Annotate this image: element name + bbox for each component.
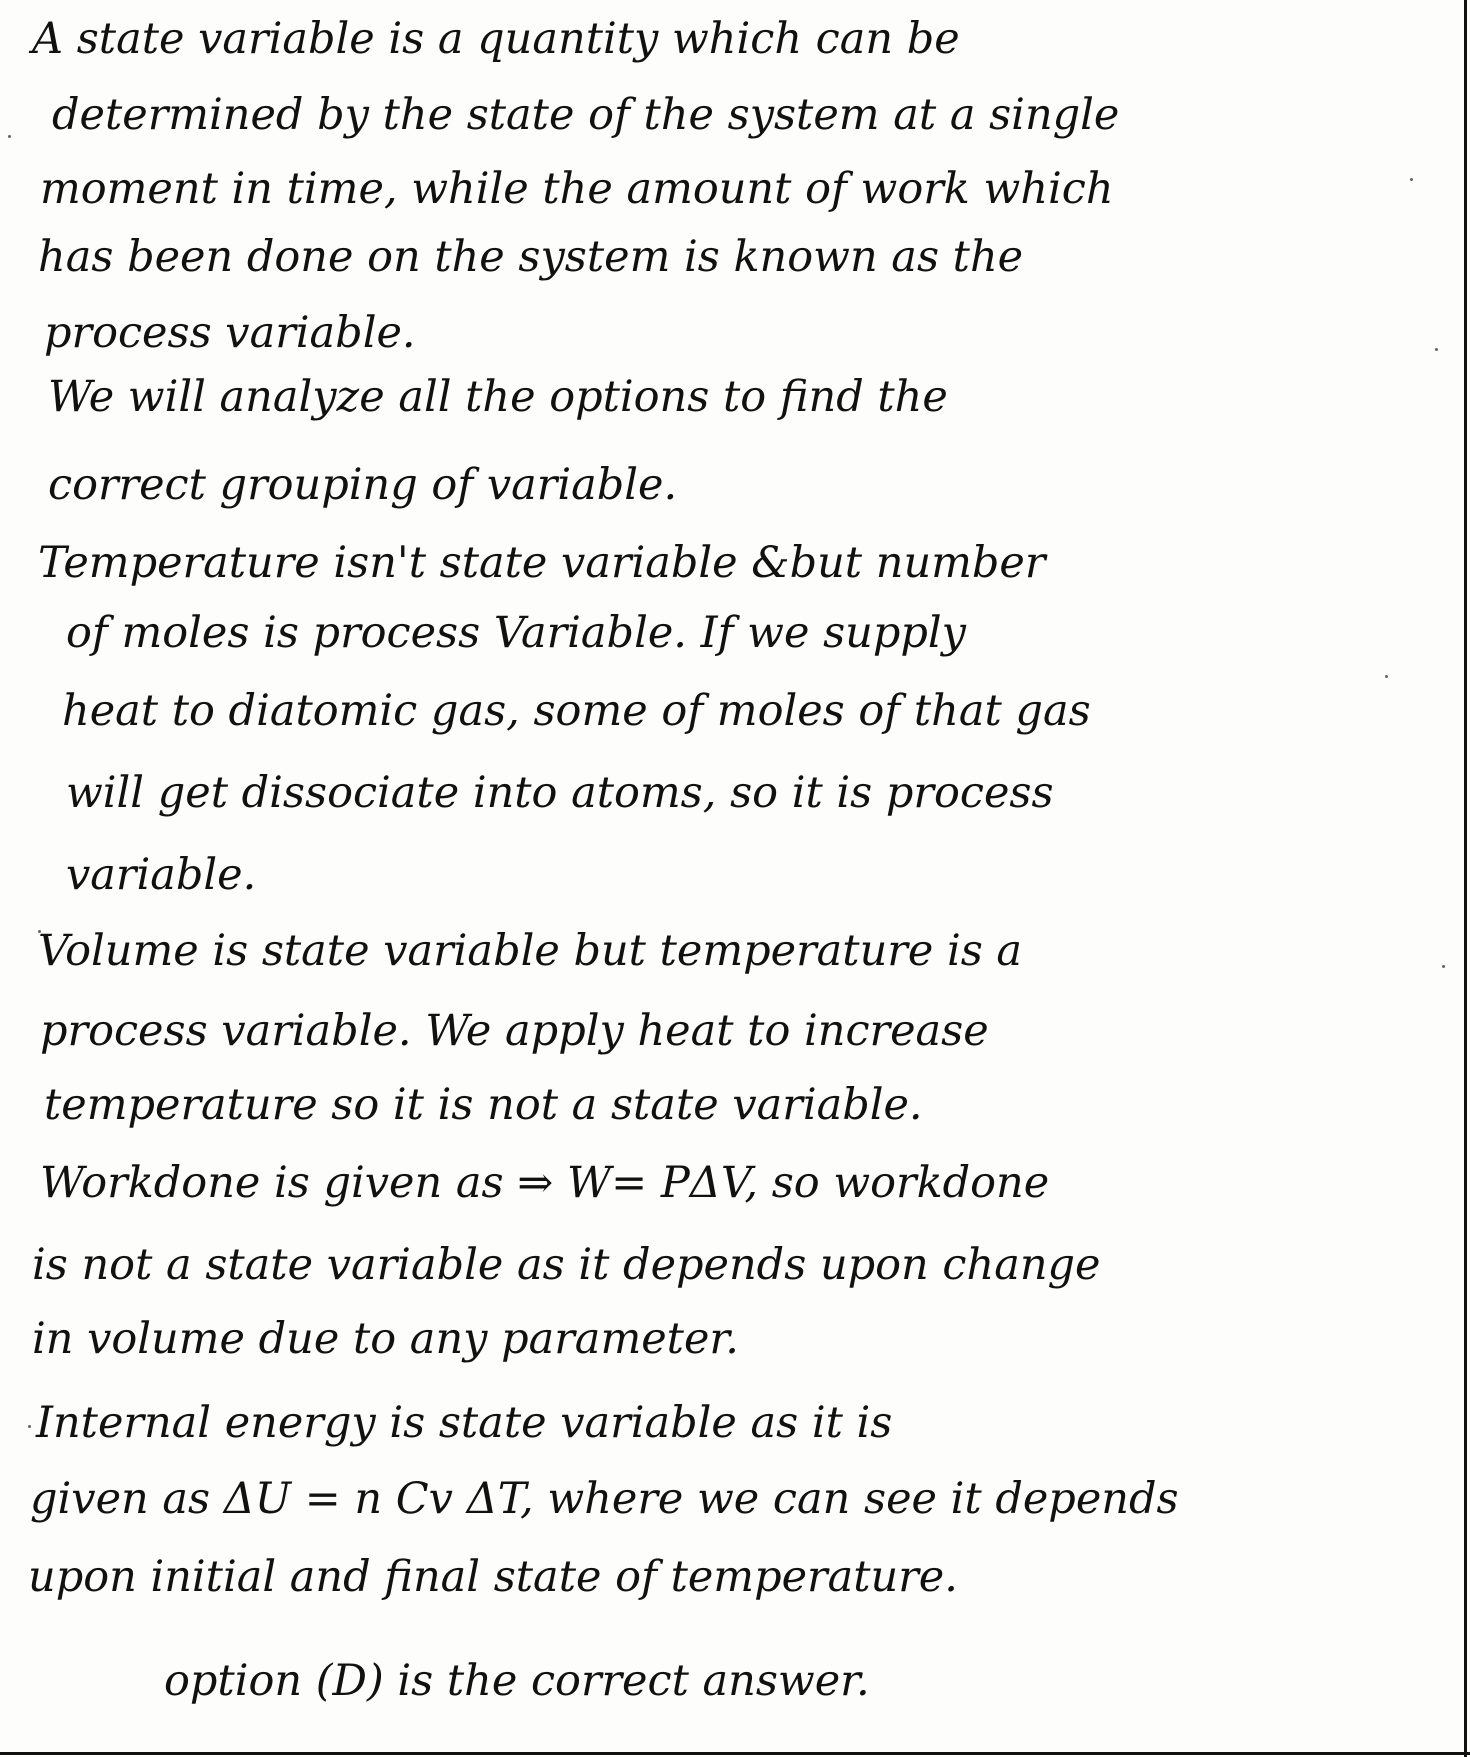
note-line-19: Internal energy is state variable as it is: [36, 1398, 893, 1448]
note-line-9: of moles is process Variable. If we supply: [66, 608, 966, 658]
speck: [1410, 178, 1413, 181]
page-border-bottom: [0, 1752, 1470, 1755]
note-line-14: process variable. We apply heat to increase: [40, 1006, 989, 1056]
note-line-4: has been done on the system is known as the: [38, 232, 1024, 282]
speck: [1385, 675, 1388, 678]
note-line-3: moment in time, while the amount of work which: [40, 164, 1114, 214]
note-line-7: correct grouping of variable.: [48, 460, 678, 510]
note-line-18: in volume due to any parameter.: [32, 1314, 739, 1364]
note-line-20: given as ΔU = n Cv ΔT, where we can see it depends: [30, 1474, 1179, 1524]
note-line-11: will get dissociate into atoms, so it is process: [66, 768, 1054, 818]
note-line-1: A state variable is a quantity which can be: [32, 14, 960, 64]
note-line-17: is not a state variable as it depends upon change: [32, 1240, 1101, 1290]
note-line-15: temperature so it is not a state variable.: [44, 1080, 923, 1130]
note-line-10: heat to diatomic gas, some of moles of that gas: [62, 686, 1091, 736]
note-line-12: variable.: [66, 850, 257, 900]
note-line-16: Workdone is given as ⇒ W= PΔV, so workdone: [40, 1158, 1050, 1208]
speck: [8, 135, 11, 138]
speck: [1442, 965, 1445, 968]
note-line-13: Volume is state variable but temperature is a: [38, 926, 1023, 976]
note-line-8: Temperature isn't state variable &but number: [38, 538, 1046, 588]
note-line-22: option (D) is the correct answer.: [164, 1656, 870, 1706]
speck: [28, 1425, 31, 1428]
speck: [1435, 348, 1438, 351]
note-line-5: process variable.: [44, 308, 416, 358]
note-line-6: We will analyze all the options to find the: [48, 372, 948, 422]
note-line-21: upon initial and final state of temperature.: [28, 1552, 958, 1602]
page-border-right: [1464, 0, 1467, 1757]
note-line-2: determined by the state of the system at a single: [52, 90, 1120, 140]
